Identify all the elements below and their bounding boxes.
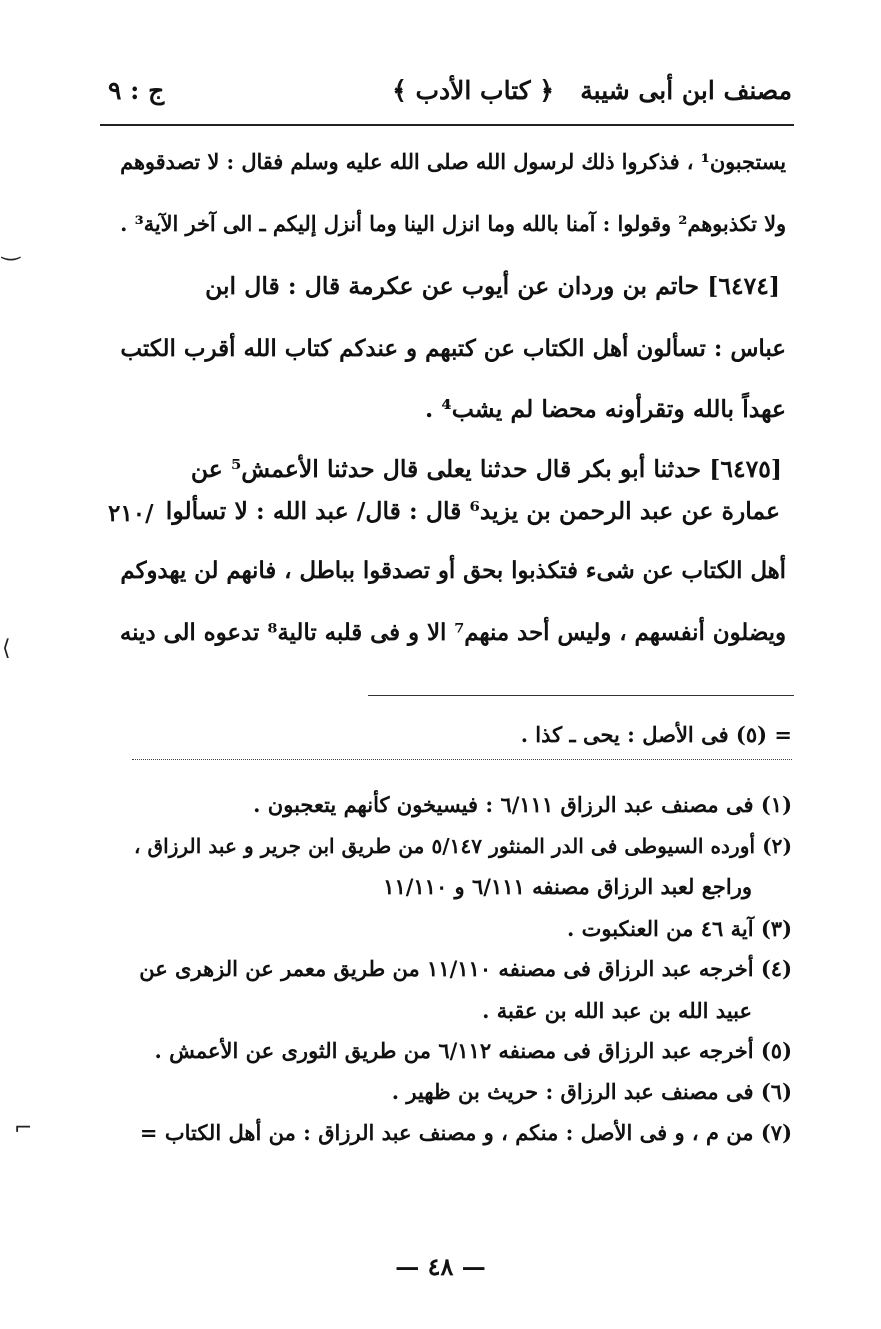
footnote-3: (٣) آية ٤٦ من العنكبوت .	[566, 916, 792, 941]
text-line: ولا تكذبوهم² وقولوا : آمنا بالله وما انزل الينا وما أنزل إليكم ـ الى آخر الآية³ .	[120, 211, 786, 236]
footnote-separator	[132, 759, 792, 760]
footnote-1: (١) فى مصنف عبد الرزاق ٦/١١١ : فيسيخون كأنهم يتعجبون .	[253, 792, 792, 817]
binding-mark: ‿	[2, 236, 20, 261]
hadith-6475-line: [٦٤٧٥] حدثنا أبو بكر قال حدثنا يعلى قال حدثنا الأعمش⁵ عن	[190, 455, 782, 483]
footnote-6: (٦) فى مصنف عبد الرزاق : حريث بن ظهير .	[391, 1079, 792, 1104]
page-number: — ٤٨ —	[395, 1252, 486, 1281]
text-line: عهداً بالله وتقرأونه محضا لم يشب⁴ .	[425, 395, 786, 423]
footnote-5: (٥) أخرجه عبد الرزاق فى مصنفه ٦/١١٢ من طريق الثورى عن الأعمش .	[154, 1038, 792, 1063]
text-line: ويضلون أنفسهم ، وليس أحد منهم⁷ الا و فى قلبه تالية⁸ تدعوه الى دينه	[119, 620, 786, 646]
footnote-divider	[368, 695, 794, 696]
binding-mark: ⟩	[2, 636, 11, 661]
footnote-carried: = (٥) فى الأصل : يحى ـ كذا .	[520, 722, 792, 747]
footnote-4: (٤) أخرجه عبد الرزاق فى مصنفه ١١/١١٠ من طريق معمر عن الزهرى عن	[139, 956, 792, 981]
volume-number: ج : ٩	[108, 76, 165, 105]
text-line: أهل الكتاب عن شىء فتكذبوا بحق أو تصدقوا بباطل ، فانهم لن يهدوكم	[120, 558, 786, 584]
text-line: يستجبون¹ ، فذكروا ذلك لرسول الله صلى الله عليه وسلم فقال : لا تصدقوهم	[120, 150, 786, 174]
running-header	[100, 68, 792, 120]
header-divider	[100, 124, 794, 126]
text-line: عمارة عن عبد الرحمن بن يزيد⁶ قال : قال/ عبد الله : لا تسألوا	[165, 497, 780, 525]
text-line: عباس : تسألون أهل الكتاب عن كتبهم و عندكم كتاب الله أقرب الكتب	[120, 335, 786, 362]
hadith-6474-line: [٦٤٧٤] حاتم بن وردان عن أيوب عن عكرمة قال : قال ابن	[205, 272, 780, 300]
chapter-title: ﴿ كتاب الأدب ﴾	[392, 76, 554, 105]
footnote-4-continued: عبيد الله بن عبد الله بن عقبة .	[482, 998, 752, 1023]
margin-folio-number: /٢١٠	[108, 500, 154, 527]
footnote-2: (٢) أورده السيوطى فى الدر المنثور ٥/١٤٧ من طريق ابن جرير و عبد الرزاق ،	[133, 834, 792, 858]
book-title: مصنف ابن أبى شيبة	[580, 76, 792, 105]
footnote-7: (٧) من م ، و فى الأصل : منكم ، و مصنف عبد الرزاق : من أهل الكتاب =	[139, 1120, 792, 1145]
binding-mark: ⌐	[14, 1116, 33, 1141]
footnote-2-continued: وراجع لعبد الرزاق مصنفه ٦/١١١ و ١١/١١٠	[383, 874, 752, 899]
